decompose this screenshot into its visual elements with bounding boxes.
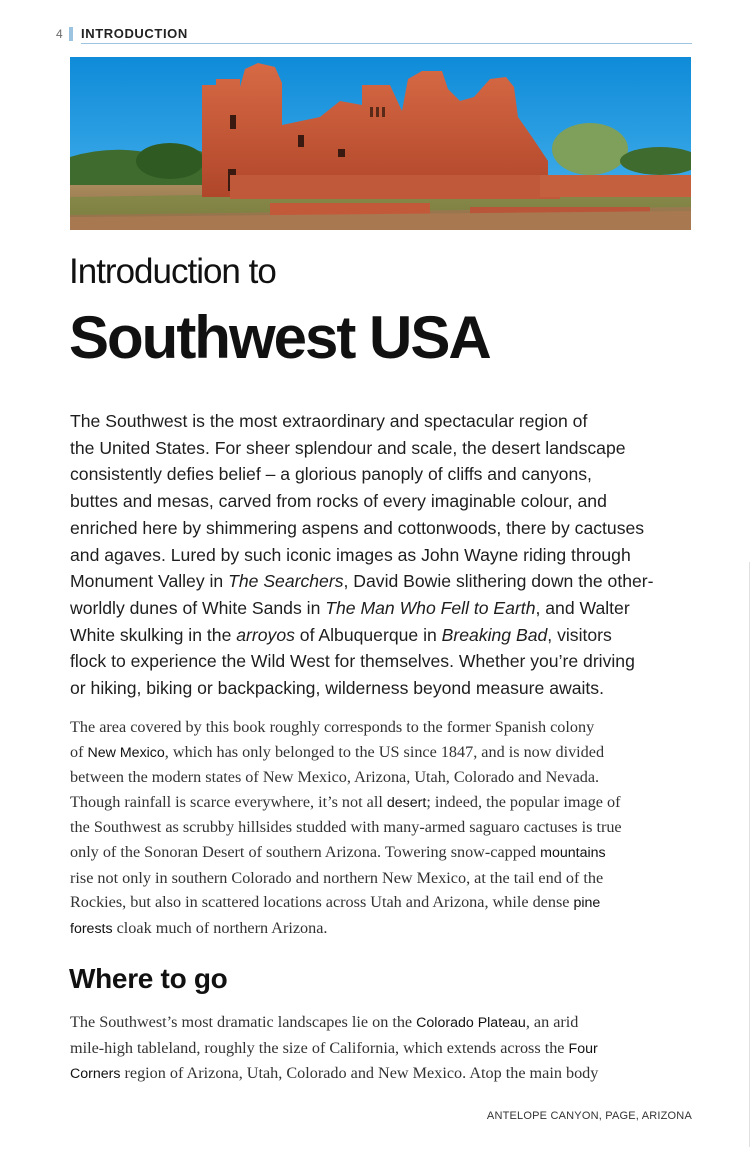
keyword: New Mexico [87, 744, 165, 761]
body-line: only of the Sonoran Desert of southern Arizona. Towering snow-capped mountains [70, 842, 606, 861]
body-line: forests cloak much of northern Arizona. [70, 918, 328, 937]
keyword: mountains [540, 844, 606, 861]
intro-line: The Southwest is the most extraordinary and spectacular region of [70, 411, 588, 431]
italic-term: arroyos [236, 624, 295, 645]
keyword: Colorado Plateau [416, 1015, 526, 1031]
body-line: of New Mexico, which has only belonged to the US since 1847, and is now divided [70, 742, 605, 761]
intro-line: flock to experience the Wild West for themselves. Whether you’re driving [70, 651, 635, 672]
body-line: rise not only in southern Colorado and northern New Mexico, at the tail end of the [70, 868, 604, 887]
keyword: Four [568, 1040, 598, 1057]
body-line: The area covered by this book roughly corresponds to the former Spanish colony [70, 718, 595, 736]
section-marker [69, 27, 73, 41]
header-rule [81, 43, 692, 44]
intro-line: the United States. For sheer splendour and scale, the desert landscape [70, 437, 626, 458]
body-line: Though rainfall is scarce everywhere, it’s not all desert; indeed, the popular image of [70, 792, 621, 811]
intro-line: enriched here by shimmering aspens and cottonwoods, there by cactuses [70, 517, 645, 538]
section-heading: Where to go [69, 963, 228, 994]
film-title: The Man Who Fell to Earth [325, 597, 536, 618]
photo-caption: ANTELOPE CANYON, PAGE, ARIZONA [486, 1110, 692, 1122]
film-title: The Searchers [228, 571, 344, 592]
keyword: pine [573, 895, 601, 912]
keyword: Corners [70, 1066, 121, 1083]
body-paragraph [70, 715, 710, 941]
keyword: desert [386, 794, 427, 811]
keyword: forests [70, 920, 113, 937]
intro-line: Monument Valley in The Searchers, David Bowie slithering down the other- [70, 571, 654, 592]
intro-line: or hiking, biking or backpacking, wilderness beyond measure awaits. [70, 678, 604, 699]
intro-line: White skulking in the arroyos of Albuquerque in Breaking Bad, visitors [70, 624, 612, 645]
page-title-prefix: Introduction to [69, 252, 276, 291]
body-line: Rockies, but also in scattered locations across Utah and Arizona, while dense pine [70, 893, 601, 912]
intro-line: and agaves. Lured by such iconic images as John Wayne riding through [70, 544, 631, 565]
body-line: the Southwest as scrubby hillsides studded with many-armed saguaro cactuses is true [70, 818, 622, 837]
intro-line: buttes and mesas, carved from rocks of every imaginable colour, and [70, 491, 607, 512]
section-title: INTRODUCTION [81, 26, 188, 41]
body-line: The Southwest’s most dramatic landscapes lie on the Colorado Plateau, an arid [70, 1013, 579, 1031]
intro-line: consistently defies belief – a glorious panoply of cliffs and canyons, [70, 464, 592, 485]
intro-paragraph [70, 408, 710, 702]
running-header [56, 26, 692, 44]
where-to-go-paragraph [70, 1010, 710, 1087]
intro-line: worldly dunes of White Sands in The Man Who Fell to Earth, and Walter [70, 597, 630, 618]
page-title: Southwest USA [69, 304, 490, 371]
body-line: between the modern states of New Mexico, Arizona, Utah, Colorado and Nevada. [70, 768, 600, 787]
hero-photo [70, 57, 691, 230]
body-line: mile-high tableland, roughly the size of California, which extends across the Four [70, 1038, 598, 1057]
show-title: Breaking Bad [441, 624, 548, 645]
body-line: Corners region of Arizona, Utah, Colorado and New Mexico. Atop the main body [70, 1064, 599, 1083]
page-number: 4 [56, 27, 63, 41]
